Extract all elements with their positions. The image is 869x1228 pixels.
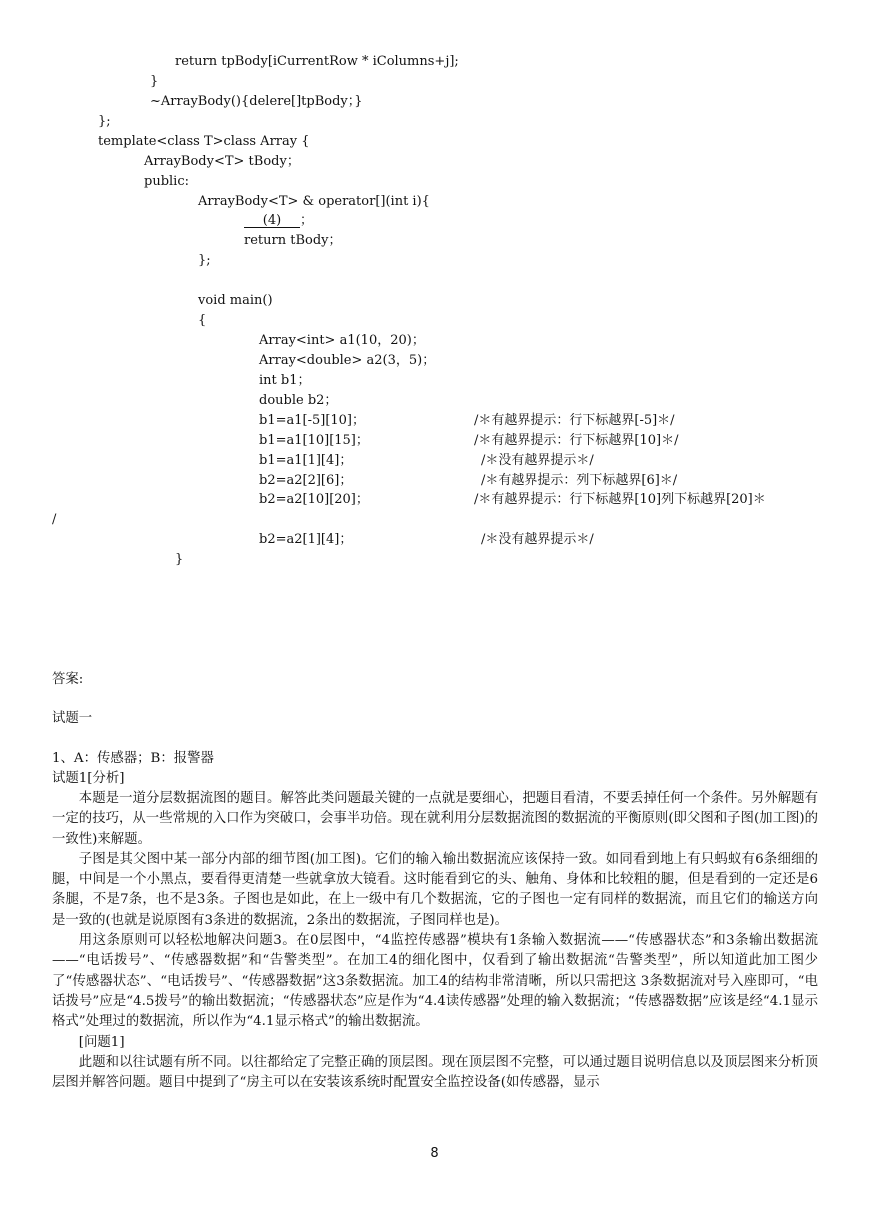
code-line: }; (98, 114, 111, 129)
code-comment: /＊没有越界提示＊/ (481, 453, 594, 468)
code-line: { (198, 313, 207, 328)
code-line: return tBody； (244, 233, 342, 248)
code-line: b1=a1[10][15]； (259, 433, 369, 448)
code-line: b1=a1[1][4]； (259, 453, 353, 468)
code-line-blank (244, 213, 313, 229)
code-line: b1=a1[-5][10]； (259, 413, 365, 428)
paragraph: 子图是其父图中某一部分内部的细节图(加工图)。它们的输入输出数据流应该保持一致。如同看到地上有只蚂蚁有6条细细的腿，中间是一个小黑点，要看得更清楚一些就拿放大镜看。这时能看到它的头、触角、身体和比较粗的腿，但是看到的一定还是6条腿，不是7条，也不是3条。子图也是如此，在上一级中有几个数据流，它的子图也一定有同样的数据流，而且它们的输送方向是一致的(也就是说原图有3条进的数据流，2条出的数据流，子图同样也是)。 (52, 851, 818, 928)
paragraph: 本题是一道分层数据流图的题目。解答此类问题最关键的一点就是要细心，把题目看清，不要丢掉任何一个条件。另外解题有一定的技巧，从一些常规的入口作为突破口，会事半功倍。现在就利用分层数据流图的数据流的平衡原则(即父图和子图(加工图)的一致性)来解题。 (52, 791, 818, 847)
code-line: ArrayBody<T> & operator[](int i){ (198, 194, 430, 209)
code-line: b2=a2[2][6]； (259, 473, 353, 488)
code-line: b2=a2[10][20]； (259, 492, 369, 507)
analysis-body (52, 789, 818, 1093)
answer-label: 答案: (52, 672, 84, 687)
code-line: }; (198, 253, 211, 268)
code-line: void main() (198, 293, 273, 308)
code-comment: /＊有越界提示：列下标越界[6]＊/ (481, 473, 678, 488)
code-line: return tpBody[iCurrentRow * iColumns+j]; (175, 54, 459, 69)
question-title: 试题一 (52, 711, 93, 726)
page-number: 8 (430, 1146, 439, 1161)
code-line-tail: ； (300, 213, 314, 228)
answer-line: 1、A：传感器；B：报警器 (52, 751, 214, 766)
code-line: } (150, 74, 159, 89)
code-comment: /＊有越界提示：行下标越界[10]列下标越界[20]＊ (474, 492, 766, 507)
code-line: b2=a2[1][4]； (259, 532, 353, 547)
code-line: ArrayBody<T> tBody； (144, 154, 300, 169)
code-comment: /＊有越界提示：行下标越界[10]＊/ (474, 433, 679, 448)
analysis-title: 试题1[分析] (52, 771, 125, 786)
subheading: [问题1] (78, 1034, 125, 1050)
code-line: public: (144, 174, 189, 189)
paragraph: 用这条原则可以轻松地解决问题3。在0层图中，“4监控传感器”模块有1条输入数据流——“传感器状态”和3条输出数据流——“电话拨号”、“传感器数据”和“告警类型”。在加工4的细化图中，仅看到了输出数据流“告警类型”，所以知道此加工图少了“传感器状态”、“电话拨号”、“传感器数据”这3条数据流。加工4的结构非常清晰，所以只需把这 3条数据流对号入座即可，“电话拨号”应是“4.5拨号”的输出数据流；“传感器状态”应是作为“4.4读传感器”处理的输入数据流；“传感器数据”应该是经“4.1显示格式”处理过的数据流，所以作为“4.1显示格式”的输出数据流。 (52, 933, 818, 1030)
code-line: template<class T>class Array { (98, 134, 310, 149)
paragraph: 此题和以往试题有所不同。以往都给定了完整正确的顶层图。现在顶层图不完整，可以通过题目说明信息以及顶层图来分析顶层图并解答问题。题目中提到了“房主可以在安装该系统时配置安全监控设备(如传感器，显示 (52, 1054, 818, 1091)
code-line: int b1； (259, 373, 311, 388)
code-line: ~ArrayBody(){delere[]tpBody；} (150, 94, 363, 109)
code-line: Array<double> a2(3，5)； (259, 353, 436, 368)
code-line: double b2； (259, 393, 338, 408)
code-comment: /＊有越界提示：行下标越界[-5]＊/ (474, 413, 675, 428)
code-comment: /＊没有越界提示＊/ (481, 532, 594, 547)
code-line: Array<int> a1(10，20)； (259, 333, 425, 348)
code-line: } (175, 552, 184, 567)
answer-blank-4: (4) (244, 214, 300, 228)
code-comment-wrap: / (52, 512, 57, 527)
